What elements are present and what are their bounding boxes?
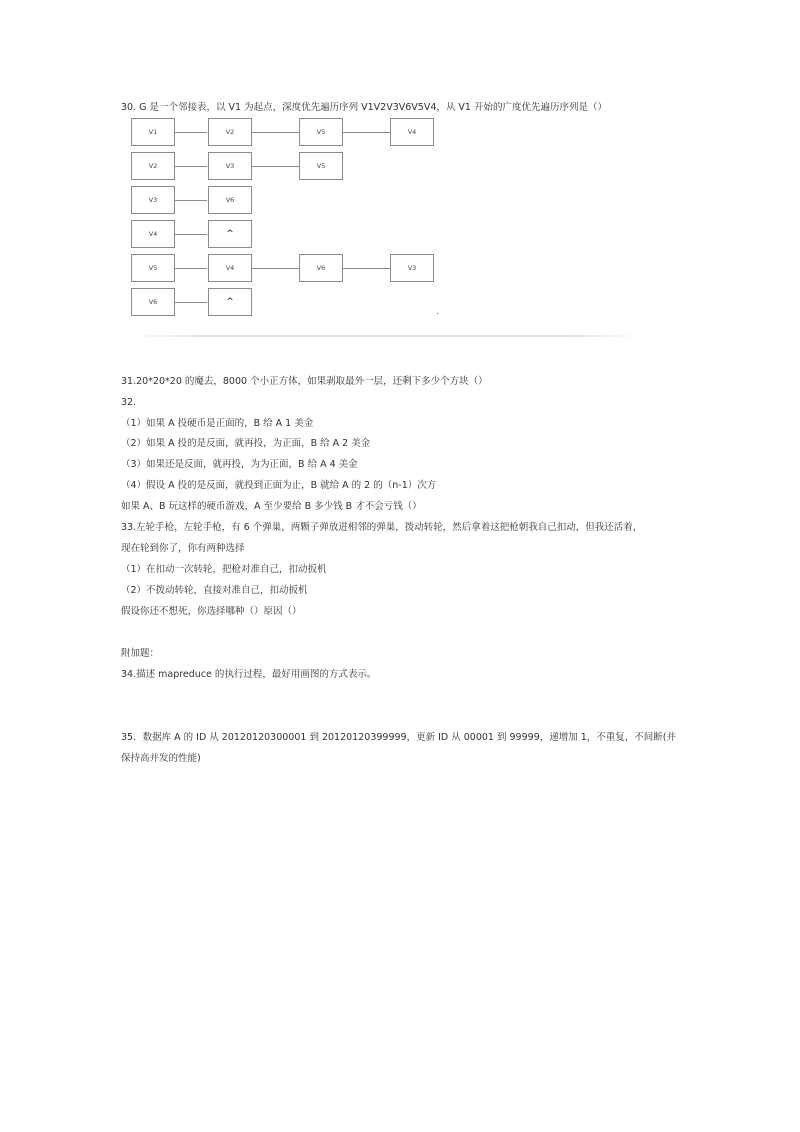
list-node: V5 bbox=[299, 118, 343, 146]
list-node: V4 bbox=[131, 220, 175, 248]
list-node: V4 bbox=[390, 118, 434, 146]
q32-line-3: （3）如果还是反面，就再投，为为正面，B 给 A 4 美金 bbox=[121, 459, 358, 470]
q33-line-2: 现在轮到你了，你有两种选择 bbox=[121, 543, 245, 554]
q33-line-5: 假设你还不想死，你选择哪种（）原因（） bbox=[121, 606, 302, 617]
q35-line-1: 35．数据库 A 的 ID 从 20120120300001 到 20120120399999，更新 ID 从 00001 到 99999，递增加 1，不重复，不间断(并 bbox=[121, 732, 677, 743]
list-node: V2 bbox=[208, 118, 252, 146]
edge-line bbox=[343, 132, 390, 133]
q34-text: 34.描述 mapreduce 的执行过程，最好用画图的方式表示。 bbox=[121, 669, 377, 680]
diagram-bottom-shadow bbox=[132, 335, 640, 337]
list-node: V1 bbox=[131, 118, 175, 146]
edge-line bbox=[175, 268, 207, 269]
list-node: V6 bbox=[299, 254, 343, 282]
null-node: ^ bbox=[208, 220, 252, 248]
q33-line-3: （1）在扣动一次转轮，把枪对准自己，扣动扳机 bbox=[121, 564, 327, 575]
edge-line bbox=[343, 268, 390, 269]
stray-dot bbox=[437, 313, 438, 314]
list-node: V4 bbox=[208, 254, 252, 282]
edge-line bbox=[175, 166, 207, 167]
q31-text: 31.20*20*20 的魔去，8000 个小正方体，如果剥取最外一层，还剩下多少个方块（） bbox=[121, 376, 488, 387]
q35-line-2: 保持高并发的性能) bbox=[121, 753, 201, 764]
edge-line bbox=[175, 132, 207, 133]
edge-line bbox=[175, 200, 207, 201]
q32-line-5: 如果 A、B 玩这样的硬币游戏，A 至少要给 B 多少钱 B 才不会亏钱（） bbox=[121, 501, 422, 512]
bonus-label: 附加题： bbox=[121, 648, 160, 659]
list-node: V3 bbox=[390, 254, 434, 282]
edge-line bbox=[175, 234, 207, 235]
list-node: V5 bbox=[299, 152, 343, 180]
list-node: V6 bbox=[131, 288, 175, 316]
list-node: V3 bbox=[208, 152, 252, 180]
edge-line bbox=[175, 302, 207, 303]
edge-line bbox=[252, 166, 299, 167]
q33-line-4: （2）不拨动转轮，直接对准自己，扣动扳机 bbox=[121, 585, 308, 596]
q32-number: 32. bbox=[121, 397, 137, 408]
q33-line-1: 33.左轮手枪，左轮手枪，有 6 个弹巢，两颗子弹放进相邻的弹巢，拨动转轮，然后拿着这把枪朝我自己扣动，但我还活着， bbox=[121, 522, 643, 533]
q32-line-4: （4）假设 A 投的是反面，就投到正面为止，B 就给 A 的 2 的（n-1）次方 bbox=[121, 480, 437, 491]
list-node: V3 bbox=[131, 186, 175, 214]
edge-line bbox=[252, 132, 299, 133]
q32-line-2: （2）如果 A 投的是反面，就再投，为正面，B 给 A 2 美金 bbox=[121, 438, 371, 449]
null-node: ^ bbox=[208, 288, 252, 316]
q32-line-1: （1）如果 A 投硬币是正面的，B 给 A 1 美金 bbox=[121, 418, 314, 429]
list-node: V5 bbox=[131, 254, 175, 282]
q30-text: 30. G 是一个邻接表，以 V1 为起点，深度优先遍历序列 V1V2V3V6V5V4，从 V1 开始的广度优先遍历序列是（） bbox=[121, 102, 607, 113]
list-node: V6 bbox=[208, 186, 252, 214]
edge-line bbox=[252, 268, 299, 269]
list-node: V2 bbox=[131, 152, 175, 180]
